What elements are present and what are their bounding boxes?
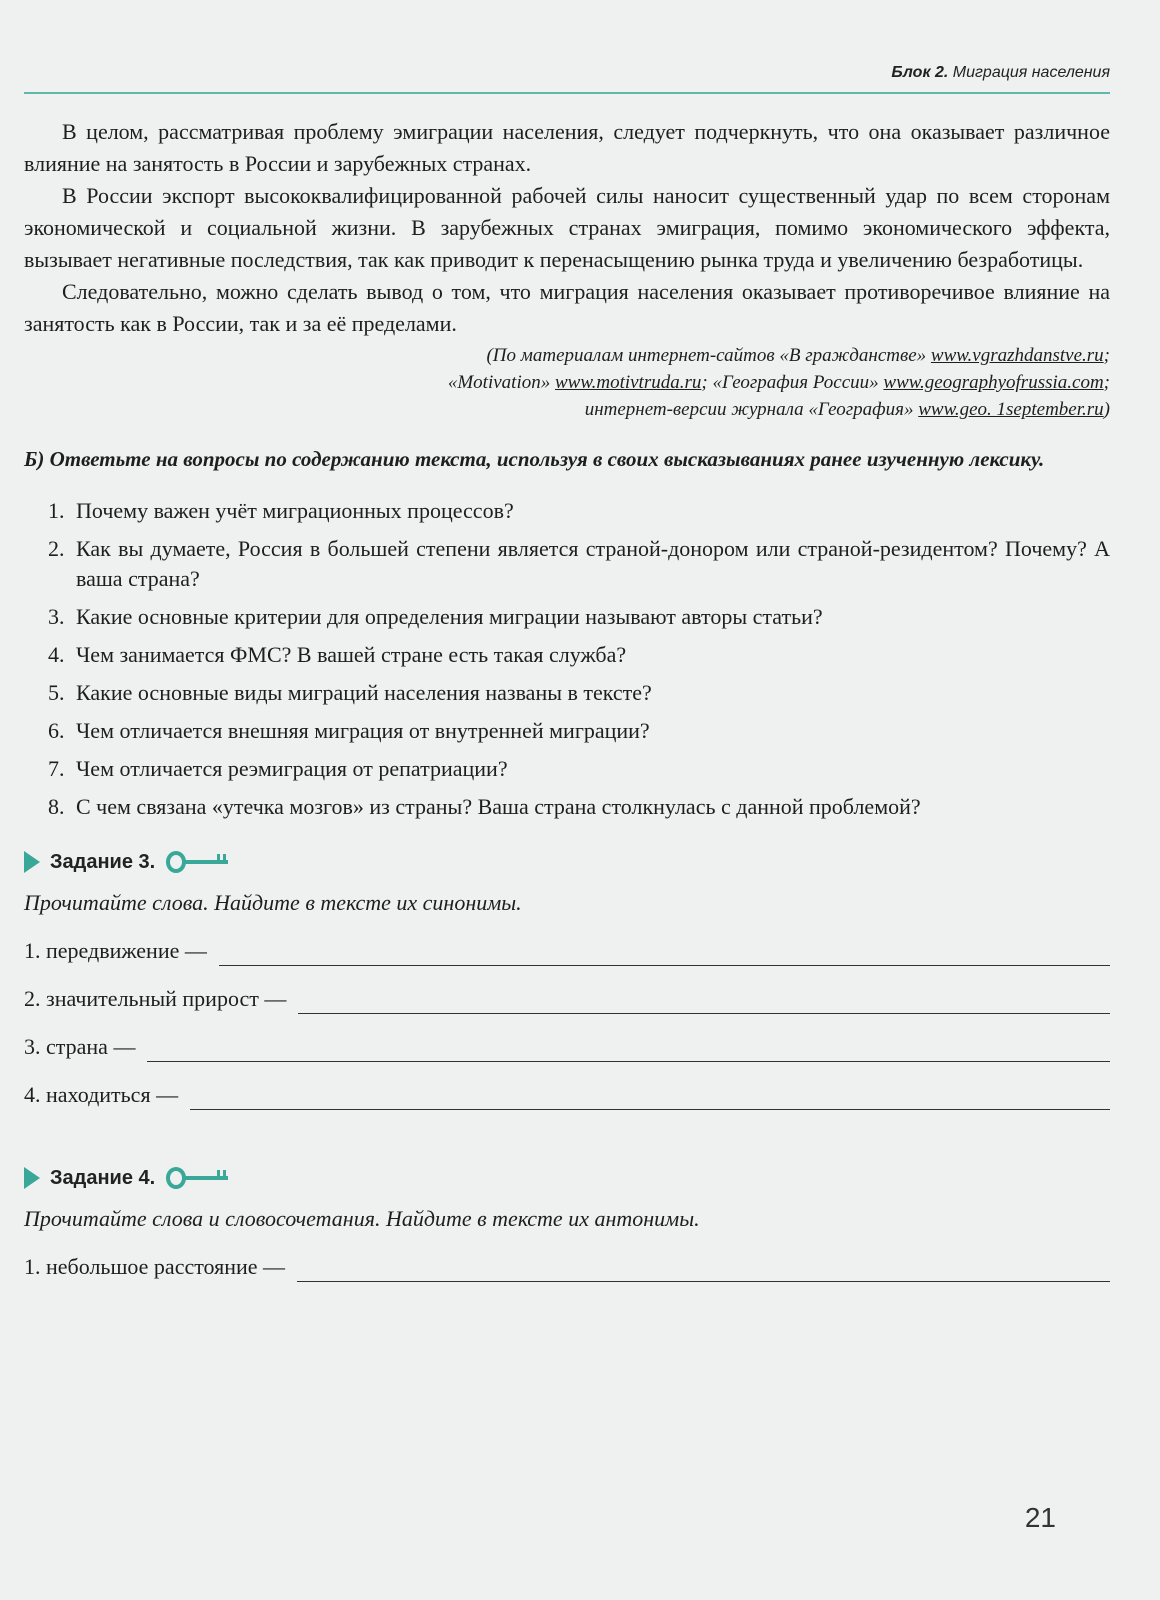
source-citation	[24, 342, 1110, 423]
answer-row	[24, 1032, 1110, 1062]
answer-blank[interactable]	[297, 1259, 1110, 1282]
question-item: 8. С чем связана «утечка мозгов» из страны? Ваша страна столкнулась с данной проблемой?	[70, 792, 1110, 822]
main-content	[24, 116, 1110, 1282]
answer-row	[24, 1252, 1110, 1282]
question-item: 6. Чем отличается внешняя миграция от внутренней миграции?	[70, 716, 1110, 746]
page-number: 21	[1024, 1502, 1056, 1533]
task-4-heading	[24, 1166, 1110, 1190]
task-4	[24, 1166, 1110, 1282]
task-3	[24, 850, 1110, 1110]
paragraph-3: Следовательно, можно сделать вывод о том, что миграция населения оказывает противоречивое влияние на занятость как в России, так и за её пределами.	[24, 279, 1110, 336]
answer-label: 3. страна —	[24, 1034, 136, 1059]
question-item: 4. Чем занимается ФМС? В вашей стране есть такая служба?	[70, 640, 1110, 670]
answer-blank[interactable]	[147, 1039, 1110, 1062]
play-triangle-icon	[24, 851, 40, 873]
play-triangle-icon	[24, 1167, 40, 1189]
question-list	[24, 496, 1110, 822]
task-3-heading	[24, 850, 1110, 874]
answer-row	[24, 984, 1110, 1014]
answer-blank[interactable]	[298, 991, 1110, 1014]
source-link[interactable]: www.geo. 1september.ru	[918, 399, 1104, 420]
question-item: 1. Почему важен учёт миграционных процессов?	[70, 496, 1110, 526]
question-item: 3. Какие основные критерии для определения миграции называют авторы статьи?	[70, 602, 1110, 632]
source-link[interactable]: www.motivtruda.ru	[554, 372, 702, 393]
task-b-instruction: Б) Ответьте на вопросы по содержанию текста, используя в своих высказываниях ранее изученную лексику.	[24, 447, 1045, 471]
answer-blank[interactable]	[190, 1087, 1110, 1110]
source-punct: ;	[1103, 372, 1110, 393]
answer-label: 1. небольшое расстояние —	[24, 1254, 286, 1279]
source-punct: ;	[1103, 345, 1110, 366]
task-4-instruction: Прочитайте слова и словосочетания. Найдите в тексте их антонимы.	[24, 1206, 700, 1231]
key-icon	[165, 1166, 235, 1190]
answer-row	[24, 936, 1110, 966]
answer-label: 1. передвижение —	[24, 938, 207, 963]
source-text: ; «География России»	[701, 372, 884, 393]
question-item: 7. Чем отличается реэмиграция от репатриации?	[70, 754, 1110, 784]
answer-row	[24, 1080, 1110, 1110]
answer-label: 4. находиться —	[24, 1082, 179, 1107]
paragraph-1: В целом, рассматривая проблему эмиграции населения, следует подчеркнуть, что она оказывает различное влияние на занятость в России и зарубежных странах.	[24, 119, 1110, 176]
source-text: (По материалам интернет-сайтов «В гражданстве»	[486, 345, 931, 366]
source-punct: )	[1103, 399, 1110, 420]
task-3-instruction: Прочитайте слова. Найдите в тексте их синонимы.	[24, 890, 522, 915]
answer-label: 2. значительный прирост —	[24, 986, 287, 1011]
source-text: «Motivation»	[447, 372, 555, 393]
task-4-title: Задание 4.	[50, 1166, 156, 1189]
source-link[interactable]: www.geographyofrussia.com	[883, 372, 1104, 393]
running-header	[24, 64, 1110, 94]
block-title: Миграция населения	[952, 64, 1110, 81]
paragraph-2: В России экспорт высококвалифицированной рабочей силы наносит существенный удар по всем сторонам экономической и социальной жизни. В зарубежных странах эмиграция, помимо экономического эффекта, вызывает негативные последствия, так как приводит к перенасыщению рынка труда и увеличению безработицы.	[24, 183, 1110, 272]
task-3-title: Задание 3.	[50, 850, 156, 873]
question-item: 5. Какие основные виды миграций населения названы в тексте?	[70, 678, 1110, 708]
source-text: интернет-версии журнала «География»	[584, 399, 919, 420]
source-link[interactable]: www.vgrazhdanstve.ru	[930, 345, 1104, 366]
question-item: 2. Как вы думаете, Россия в большей степени является страной-донором или страной-резидентом? Почему? А ваша страна?	[70, 534, 1110, 594]
block-label: Блок 2.	[891, 64, 949, 81]
answer-blank[interactable]	[219, 943, 1110, 966]
key-icon	[165, 850, 235, 874]
